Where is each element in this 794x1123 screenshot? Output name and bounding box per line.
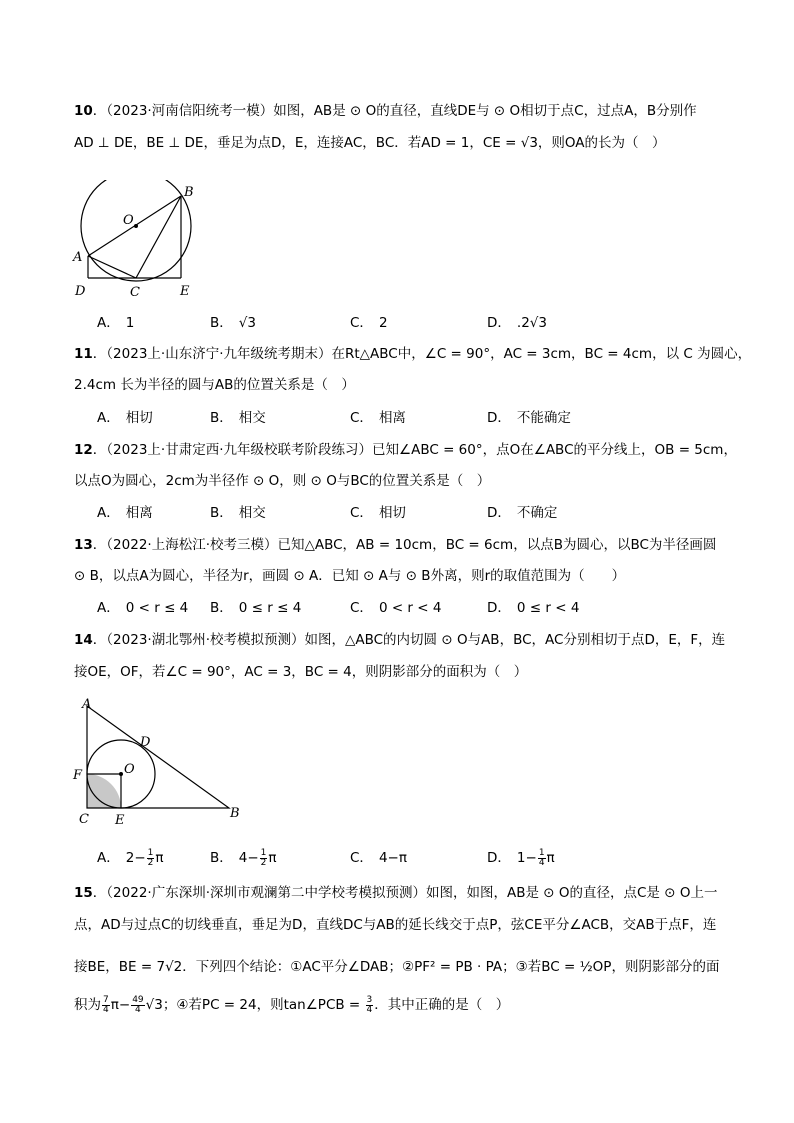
q15-text-4c: ．其中正确的是（ ） <box>374 997 510 1013</box>
q15-line-1 <box>74 882 717 904</box>
option-letter: C． <box>350 410 373 426</box>
option-text: 4− <box>238 850 259 866</box>
q13-line-1 <box>74 534 716 556</box>
option-text-pi: π <box>268 850 277 866</box>
option-text: 相切 <box>378 505 406 521</box>
option-text: 0 ≤ r < 4 <box>516 600 580 616</box>
option-letter: B． <box>210 410 233 426</box>
q14-line-2: 接OE，OF，若∠C = 90°，AC = 3，BC = 4，则阴影部分的面积为（ ） <box>74 664 528 680</box>
option-letter: C． <box>350 505 373 521</box>
q12-option-b[interactable] <box>210 502 266 524</box>
option-text: 1 <box>125 315 135 331</box>
fraction-numerator: 1 <box>538 847 545 858</box>
q10-option-a[interactable] <box>97 312 134 334</box>
q10-segment-ac <box>88 256 136 278</box>
option-letter: A． <box>97 315 120 331</box>
q12-line-2: 以点O为圆心，2cm为半径作 ⊙ O，则 ⊙ O与BC的位置关系是（ ） <box>74 473 491 489</box>
option-text-pi: π <box>546 850 555 866</box>
q10-label-c: C <box>130 285 140 300</box>
option-letter: B． <box>210 600 233 616</box>
option-letter: D． <box>487 410 511 426</box>
fraction-denominator: 4 <box>103 1004 109 1015</box>
option-letter: B． <box>210 850 233 866</box>
q15-line-4 <box>74 994 509 1016</box>
fraction-numerator: 49 <box>132 994 144 1005</box>
fraction-numerator: 3 <box>366 994 373 1005</box>
q10-option-d[interactable] <box>487 312 547 334</box>
fraction-numerator: 7 <box>103 994 109 1005</box>
option-text: 0 ≤ r ≤ 4 <box>238 600 302 616</box>
q14-label-a: A <box>82 697 92 712</box>
q10-circle <box>81 180 191 281</box>
option-text: 不能确定 <box>516 410 571 426</box>
q13-text-1: ．（2022·上海松江·校考三模）已知△ABC，AB = 10cm，BC = 6cm，以点B为圆心，以BC为半径画圆 <box>92 537 717 553</box>
option-text: √3 <box>238 315 256 331</box>
q11-line-2: 2.4cm 长为半径的圆与AB的位置关系是（ ） <box>74 377 355 393</box>
option-text: .2√3 <box>516 315 547 331</box>
fraction-numerator: 1 <box>260 847 267 858</box>
option-text: 0 < r < 4 <box>378 600 442 616</box>
fraction <box>131 996 144 1015</box>
q10-line-2: AD ⊥ DE，BE ⊥ DE，垂足为点D，E，连接AC，BC．若AD = 1，CE = √3，则OA的长为（ ） <box>74 135 666 151</box>
q12-number: 12 <box>74 442 93 458</box>
q15-text-1: ．（2022·广东深圳·深圳市观澜第二中学校考模拟预测）如图，如图，AB是 ⊙ O的直径，点C是 ⊙ O上一 <box>92 885 718 901</box>
q11-option-a[interactable] <box>97 407 153 429</box>
q14-label-c: C <box>79 812 89 827</box>
fraction <box>366 996 374 1015</box>
option-letter: A． <box>97 505 120 521</box>
q14-label-e: E <box>115 813 125 828</box>
q11-option-d[interactable] <box>487 407 571 429</box>
q14-label-d: D <box>140 735 151 750</box>
fraction-denominator: 4 <box>135 1004 141 1015</box>
option-letter: D． <box>487 600 511 616</box>
q14-center-dot <box>119 772 123 776</box>
q15-text-4b: √3；④若PC = 24，则tan∠PCB = <box>145 997 365 1013</box>
q13-option-a[interactable] <box>97 597 188 619</box>
fraction-numerator: 1 <box>147 847 154 858</box>
q15-number: 15 <box>74 885 93 901</box>
q14-label-f: F <box>73 768 83 783</box>
q13-option-d[interactable] <box>487 597 579 619</box>
q14-text-1: ．（2023·湖北鄂州·校考模拟预测）如图，△ABC的内切圆 ⊙ O与AB，BC，AC分别相切于点D，E，F，连 <box>92 632 726 648</box>
q14-number: 14 <box>74 632 93 648</box>
option-text: 2− <box>125 850 146 866</box>
option-letter: D． <box>487 505 511 521</box>
option-letter: A． <box>97 850 120 866</box>
q14-line-1 <box>74 629 725 651</box>
q10-number: 10 <box>74 103 93 119</box>
option-text: 2 <box>378 315 388 331</box>
q15-line-2: 点，AD与过点C的切线垂直，垂足为D，直线DC与AB的延长线交于点P，弦CE平分∠ACB，交AB于点F，连 <box>74 917 717 933</box>
option-text: 相交 <box>238 505 266 521</box>
option-text: 4−π <box>378 850 407 866</box>
q12-text-1: ．（2023上·甘肃定西·九年级校联考阶段练习）已知∠ABC = 60°，点O在∠ABC的平分线上，OB = 5cm， <box>92 442 737 458</box>
fraction <box>102 996 110 1015</box>
q10-center-dot <box>134 224 138 228</box>
q14-option-a[interactable] <box>97 847 164 869</box>
q10-label-a: A <box>73 250 83 265</box>
q10-line-1 <box>74 100 697 122</box>
q10-figure <box>70 180 200 305</box>
q13-number: 13 <box>74 537 93 553</box>
q14-label-b: B <box>230 806 240 821</box>
option-letter: A． <box>97 600 120 616</box>
q10-label-d: D <box>75 284 86 299</box>
q11-number: 11 <box>74 346 93 362</box>
q10-label-o: O <box>123 213 134 228</box>
q15-text-4a: 积为 <box>74 997 101 1013</box>
q10-option-b[interactable] <box>210 312 256 334</box>
option-letter: B． <box>210 315 233 331</box>
option-letter: D． <box>487 850 511 866</box>
option-letter: B． <box>210 505 233 521</box>
q11-line-1 <box>74 343 751 365</box>
fraction <box>260 849 268 868</box>
q10-label-b: B <box>184 185 194 200</box>
q13-line-2: ⊙ B，以点A为圆心，半径为r，画圆 ⊙ A．已知 ⊙ A与 ⊙ B外离，则r的取值范围为（ ） <box>74 568 626 584</box>
option-letter: C． <box>350 850 373 866</box>
q13-option-b[interactable] <box>210 597 301 619</box>
q14-figure <box>70 695 250 830</box>
fraction-denominator: 4 <box>538 857 545 868</box>
q10-label-e: E <box>180 284 190 299</box>
fraction <box>147 849 155 868</box>
q14-option-c[interactable] <box>350 847 407 869</box>
q10-option-c[interactable] <box>350 312 388 334</box>
fraction <box>538 849 546 868</box>
option-letter: D． <box>487 315 511 331</box>
q12-option-c[interactable] <box>350 502 406 524</box>
option-text: 不确定 <box>516 505 558 521</box>
q14-option-d[interactable] <box>487 847 555 869</box>
q14-label-o: O <box>124 762 135 777</box>
q11-text-1: ．（2023上·山东济宁·九年级统考期末）在Rt△ABC中，∠C = 90°，AC = 3cm，BC = 4cm，以 C 为圆心， <box>92 346 752 362</box>
q13-option-c[interactable] <box>350 597 441 619</box>
q10-text-1: ．（2023·河南信阳统考一模）如图，AB是 ⊙ O的直径，直线DE与 ⊙ O相切于点C，过点A，B分别作 <box>92 103 697 119</box>
option-text: 相离 <box>378 410 406 426</box>
fraction-denominator: 2 <box>147 857 154 868</box>
q14-option-b[interactable] <box>210 847 277 869</box>
option-letter: C． <box>350 315 373 331</box>
q12-option-a[interactable] <box>97 502 153 524</box>
option-text-pi: π <box>155 850 164 866</box>
option-text: 1− <box>516 850 537 866</box>
option-text: 相交 <box>238 410 266 426</box>
fraction-denominator: 4 <box>366 1004 373 1015</box>
option-text: 0 < r ≤ 4 <box>125 600 189 616</box>
q12-line-1 <box>74 439 737 461</box>
option-letter: A． <box>97 410 120 426</box>
q15-text-4-mid: π− <box>110 997 131 1013</box>
q12-option-d[interactable] <box>487 502 557 524</box>
option-letter: C． <box>350 600 373 616</box>
option-text: 相离 <box>125 505 153 521</box>
option-text: 相切 <box>125 410 153 426</box>
q11-option-c[interactable] <box>350 407 406 429</box>
q15-line-3: 接BE，BE = 7√2．下列四个结论：①AC平分∠DAB；②PF² = PB · PA；③若BC = ½OP，则阴影部分的面 <box>74 959 720 975</box>
q11-option-b[interactable] <box>210 407 266 429</box>
fraction-denominator: 2 <box>260 857 267 868</box>
